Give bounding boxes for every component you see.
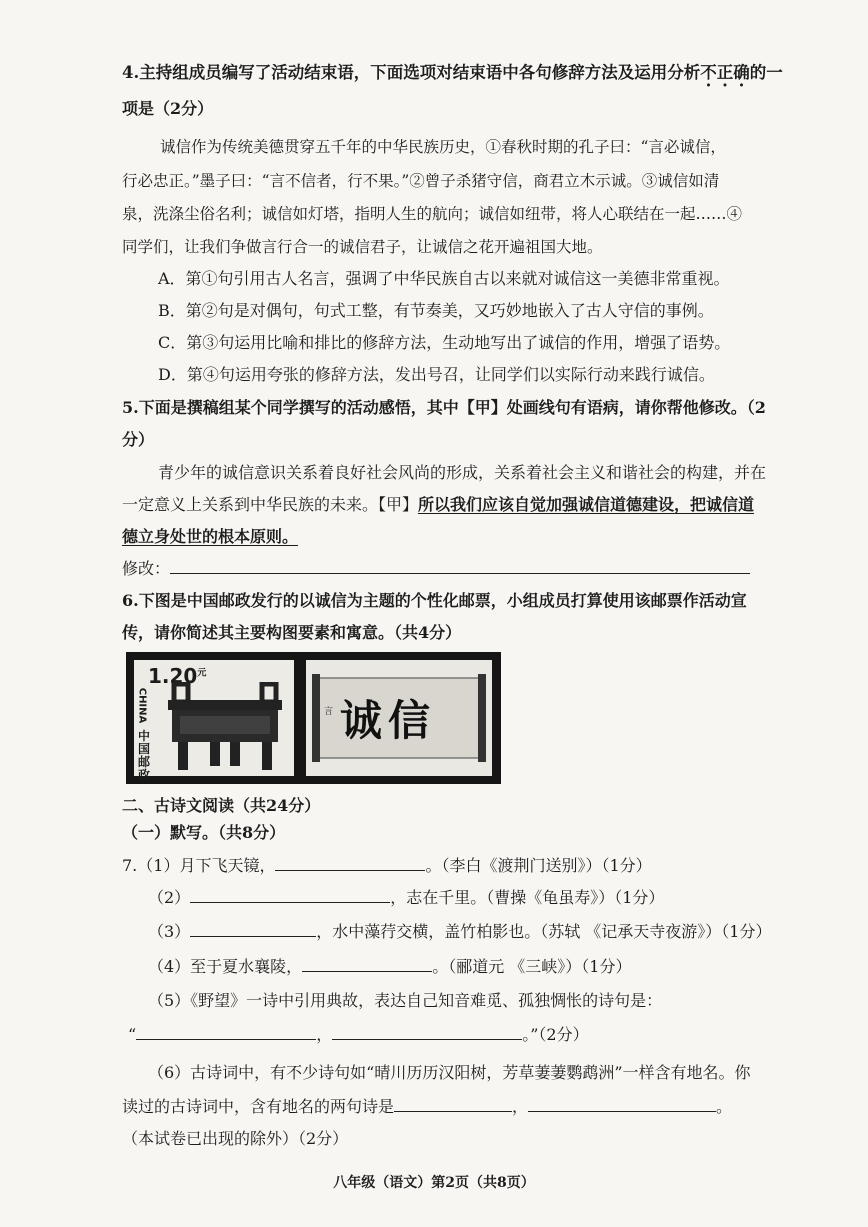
section2-title: 二、古诗文阅读（共24分） xyxy=(122,796,321,815)
q7-answer-line[interactable] xyxy=(190,922,316,937)
q7-answer-line[interactable] xyxy=(528,1097,716,1112)
q4-stem-text: 4.主持组成员编写了活动结束语，下面选项对结束语中各句修辞方法及运用分析 xyxy=(122,63,701,82)
q7-item-5-answer xyxy=(128,1024,589,1046)
q5-stem-line2: 分） xyxy=(122,430,155,449)
q7-item-3 xyxy=(148,921,771,943)
section2-subtitle: （一）默写。（共8分） xyxy=(122,823,286,842)
stamp-seal: 言 xyxy=(324,707,334,717)
q7-answer-line[interactable] xyxy=(302,957,432,972)
q7-item-source: ，志在千里。（曹操《龟虽寿》）（1分） xyxy=(390,888,665,907)
q5-underlined-sentence: 所以我们应该自觉加强诚信道德建设，把诚信道 xyxy=(418,495,755,514)
q4-option-a[interactable]: A．第①句引用古人名言，强调了中华民族自古以来就对诚信这一美德非常重视。 xyxy=(158,269,730,288)
q4-emphasis: 不正确 xyxy=(700,63,750,82)
q4-passage-line: 诚信作为传统美德贯穿五千年的中华民族历史，①春秋时期的孔子曰：“言必诚信， xyxy=(160,138,726,156)
q7-item-text: （3） xyxy=(148,922,191,941)
comma: ， xyxy=(512,1097,529,1116)
q6-stem-line1: 6.下图是中国邮政发行的以诚信为主题的个性化邮票，小组成员打算使用该邮票作活动宣 xyxy=(122,591,747,610)
q7-item-4 xyxy=(148,956,631,978)
q4-option-d[interactable]: D．第④句运用夸张的修辞方法，发出号召，让同学们以实际行动来践行诚信。 xyxy=(158,365,715,384)
q7-answer-line[interactable] xyxy=(394,1097,512,1112)
q5-stem-line1: 5.下面是撰稿组某个同学撰写的活动感悟，其中【甲】处画线句有语病，请你帮他修改。（2 xyxy=(122,398,766,417)
period: 。 xyxy=(716,1097,733,1116)
q5-revise-row xyxy=(122,558,750,580)
q7-answer-line[interactable] xyxy=(275,856,425,871)
q4-passage-line: 泉，洗涤尘俗名利；诚信如灯塔，指明人生的航向；诚信如纽带，将人心联结在一起……④ xyxy=(122,205,743,223)
q7-item-text: 读过的古诗词中，含有地名的两句诗是 xyxy=(122,1097,395,1116)
q4-passage-line: 行必忠正。”墨子曰：“言不信者，行不果。”②曾子杀猪守信，商君立木示诚。③诚信如清 xyxy=(122,172,720,190)
q4-option-c[interactable]: C．第③句运用比喻和排比的修辞方法，生动地写出了诚信的作用，增强了语势。 xyxy=(158,333,731,352)
q7-item-source: 。（郦道元 《三峡》）（1分） xyxy=(432,957,632,976)
q7-item-6-note: （本试卷已出现的除外）（2分） xyxy=(122,1129,349,1148)
stamp-china-text: CHINA xyxy=(136,687,148,724)
stamp-denomination: $1.20^元$ xyxy=(148,664,207,688)
stamp-calligraphy: 诚信 xyxy=(340,696,437,745)
q7-item-6-line1: （6）古诗词中，有不少诗句如“晴川历历汉阳树，芳草萋萋鹦鹉洲”一样含有地名。你 xyxy=(148,1063,751,1082)
stamp-left-panel xyxy=(134,660,294,782)
q7-item-text: （2） xyxy=(148,888,191,907)
q4-passage-line: 同学们，让我们争做言行合一的诚信君子，让诚信之花开遍祖国大地。 xyxy=(122,238,603,256)
integrity-stamp-image xyxy=(126,652,501,784)
q5-para xyxy=(122,494,754,516)
bronze-ding-icon xyxy=(164,682,286,772)
q7-item-5: （5）《野望》一诗中引用典故，表达自己知音难觅、孤独惆怅的诗句是： xyxy=(148,991,663,1010)
q4-stem-line2: 项是（2分） xyxy=(122,99,214,118)
q5-para-text: 一定意义上关系到中华民族的未来。【甲】 xyxy=(122,495,419,514)
q5-revise-label: 修改： xyxy=(122,559,171,578)
open-quote: “ xyxy=(128,1025,137,1044)
q6-stem-line2: 传，请你简述其主要构图要素和寓意。（共4分） xyxy=(122,623,462,642)
q7-item-source: ，水中藻荇交横，盖竹柏影也。（苏轼 《记承天寺夜游》）（1分） xyxy=(316,922,772,941)
q5-revise-answer-line[interactable] xyxy=(170,559,750,574)
q4-option-b[interactable]: B．第②句是对偶句，句式工整，有节奏美，又巧妙地嵌入了古人守信的事例。 xyxy=(158,301,714,320)
q7-item-text: 7.（1）月下飞天镜， xyxy=(122,856,276,875)
q7-item-2 xyxy=(148,887,664,909)
q7-answer-line[interactable] xyxy=(332,1025,522,1040)
q4-stem-line1 xyxy=(122,62,783,84)
q5-underlined-sentence-end: 德立身处世的根本原则。 xyxy=(122,527,299,546)
stamp-post-text: 中国邮政 xyxy=(138,729,151,782)
q7-answer-line[interactable] xyxy=(190,888,390,903)
q7-item-6-line2 xyxy=(122,1096,732,1118)
q7-item-1 xyxy=(122,855,652,877)
page-footer: 八年级（语文）第2页（共8页） xyxy=(333,1175,535,1191)
q5-para: 青少年的诚信意识关系着良好社会风尚的形成，关系着社会主义和谐社会的构建，并在 xyxy=(158,463,767,482)
q4-stem-tail: 的一 xyxy=(749,63,783,82)
q7-item-text: （4）至于夏水襄陵， xyxy=(148,957,303,976)
q7-answer-line[interactable] xyxy=(136,1025,316,1040)
q7-item-source: 。（李白《渡荆门送别》）（1分） xyxy=(425,856,652,875)
stamp-right-panel xyxy=(306,660,492,776)
comma: ， xyxy=(316,1025,333,1044)
close-quote: 。”（2分） xyxy=(522,1025,589,1044)
